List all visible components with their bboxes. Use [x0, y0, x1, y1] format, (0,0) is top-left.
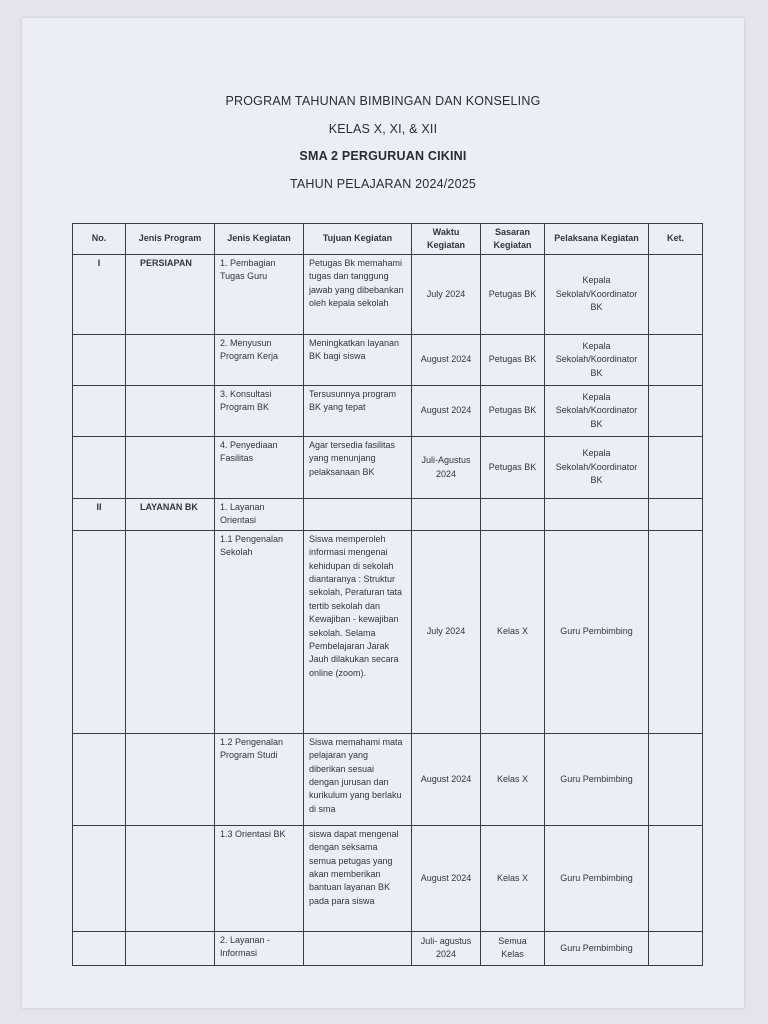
header-waktu-kegiatan: Waktu Kegiatan	[412, 224, 481, 255]
cell-waktu	[412, 499, 481, 531]
cell-tujuan: siswa dapat mengenal dengan seksama semua petugas yang akan memberikan bantuan layanan BK pada para siswa	[304, 825, 412, 931]
cell-waktu: August 2024	[412, 733, 481, 825]
cell-kegiatan: 1. Pembagian Tugas Guru	[215, 255, 304, 335]
cell-tujuan: Siswa memahami mata pelajaran yang diberikan sesuai dengan jurusan dan kurikulum yang berlaku di sma	[304, 733, 412, 825]
header-jenis-kegiatan: Jenis Kegiatan	[215, 224, 304, 255]
cell-pelaksana: Guru Pembimbing	[545, 825, 649, 931]
cell-ket	[649, 386, 703, 437]
header-no: No.	[73, 224, 126, 255]
cell-sasaran: Petugas BK	[481, 437, 545, 499]
table-row	[73, 499, 703, 531]
document-page	[22, 18, 744, 1008]
cell-sasaran: Kelas X	[481, 733, 545, 825]
cell-sasaran: Petugas BK	[481, 335, 545, 386]
title-line-1: PROGRAM TAHUNAN BIMBINGAN DAN KONSELING	[225, 94, 541, 108]
header-tujuan-kegiatan: Tujuan Kegiatan	[304, 224, 412, 255]
table-row	[73, 335, 703, 386]
school-name: SMA 2 PERGURUAN CIKINI	[299, 149, 467, 163]
program-table	[72, 223, 703, 966]
cell-program	[126, 931, 215, 965]
cell-sasaran: Semua Kelas	[481, 931, 545, 965]
cell-tujuan	[304, 499, 412, 531]
cell-program	[126, 437, 215, 499]
cell-sasaran: Kelas X	[481, 530, 545, 733]
cell-program	[126, 530, 215, 733]
cell-sasaran: Petugas BK	[481, 386, 545, 437]
cell-waktu: August 2024	[412, 825, 481, 931]
cell-no	[73, 530, 126, 733]
cell-no	[73, 733, 126, 825]
cell-pelaksana: Kepala Sekolah/Koordinator BK	[545, 335, 649, 386]
cell-waktu: July 2024	[412, 255, 481, 335]
cell-sasaran: Petugas BK	[481, 255, 545, 335]
cell-program: PERSIAPAN	[126, 255, 215, 335]
cell-waktu: August 2024	[412, 386, 481, 437]
cell-program: LAYANAN BK	[126, 499, 215, 531]
table-row	[73, 733, 703, 825]
cell-program	[126, 733, 215, 825]
table-row	[73, 530, 703, 733]
cell-kegiatan: 1.2 Pengenalan Program Studi	[215, 733, 304, 825]
table-row	[73, 437, 703, 499]
cell-ket	[649, 825, 703, 931]
cell-waktu: August 2024	[412, 335, 481, 386]
cell-no	[73, 825, 126, 931]
cell-kegiatan: 2. Menyusun Program Kerja	[215, 335, 304, 386]
cell-ket	[649, 499, 703, 531]
table-row	[73, 825, 703, 931]
cell-tujuan: Petugas Bk memahami tugas dan tanggung jawab yang dibebankan oleh kepala sekolah	[304, 255, 412, 335]
cell-tujuan: Agar tersedia fasilitas yang menunjang pelaksanaan BK	[304, 437, 412, 499]
cell-kegiatan: 1. Layanan Orientasi	[215, 499, 304, 531]
cell-no	[73, 931, 126, 965]
cell-no: II	[73, 499, 126, 531]
cell-ket	[649, 530, 703, 733]
title-line-2: KELAS X, XI, & XII	[328, 122, 438, 136]
cell-waktu: Juli- agustus 2024	[412, 931, 481, 965]
cell-program	[126, 386, 215, 437]
cell-ket	[649, 733, 703, 825]
cell-program	[126, 825, 215, 931]
cell-kegiatan: 3. Konsultasi Program BK	[215, 386, 304, 437]
cell-pelaksana	[545, 499, 649, 531]
cell-sasaran	[481, 499, 545, 531]
academic-year: TAHUN PELAJARAN 2024/2025	[289, 177, 477, 191]
cell-kegiatan: 1.3 Orientasi BK	[215, 825, 304, 931]
table-row	[73, 386, 703, 437]
cell-no: I	[73, 255, 126, 335]
cell-pelaksana: Kepala Sekolah/Koordinator BK	[545, 255, 649, 335]
table-row	[73, 931, 703, 965]
cell-sasaran: Kelas X	[481, 825, 545, 931]
header-ket: Ket.	[649, 224, 703, 255]
cell-pelaksana: Guru Pembimbing	[545, 931, 649, 965]
cell-kegiatan: 4. Penyediaan Fasilitas	[215, 437, 304, 499]
cell-tujuan: Siswa memperoleh informasi mengenai kehidupan di sekolah diantaranya : Struktur sekolah, Peraturan tata tertib sekolah dan Kewajiban - kewajiban sekolah. Selama Pembelajaran Jarak Jauh dilakukan secara online (zoom).	[304, 530, 412, 733]
cell-tujuan: Meningkatkan layanan BK bagi siswa	[304, 335, 412, 386]
cell-tujuan	[304, 931, 412, 965]
cell-tujuan: Tersusunnya program BK yang tepat	[304, 386, 412, 437]
cell-no	[73, 437, 126, 499]
cell-pelaksana: Guru Pembimbing	[545, 733, 649, 825]
cell-kegiatan: 1.1 Pengenalan Sekolah	[215, 530, 304, 733]
cell-ket	[649, 931, 703, 965]
cell-ket	[649, 255, 703, 335]
header-pelaksana-kegiatan: Pelaksana Kegiatan	[545, 224, 649, 255]
cell-no	[73, 335, 126, 386]
table-row	[73, 255, 703, 335]
cell-kegiatan: 2. Layanan - Informasi	[215, 931, 304, 965]
cell-program	[126, 335, 215, 386]
cell-pelaksana: Kepala Sekolah/Koordinator BK	[545, 386, 649, 437]
cell-waktu: July 2024	[412, 530, 481, 733]
cell-pelaksana: Guru Pembimbing	[545, 530, 649, 733]
header-sasaran-kegiatan: Sasaran Kegiatan	[481, 224, 545, 255]
cell-pelaksana: Kepala Sekolah/Koordinator BK	[545, 437, 649, 499]
cell-ket	[649, 437, 703, 499]
cell-ket	[649, 335, 703, 386]
cell-waktu: Juli-Agustus 2024	[412, 437, 481, 499]
table-header-row	[73, 224, 703, 255]
header-jenis-program: Jenis Program	[126, 224, 215, 255]
cell-no	[73, 386, 126, 437]
